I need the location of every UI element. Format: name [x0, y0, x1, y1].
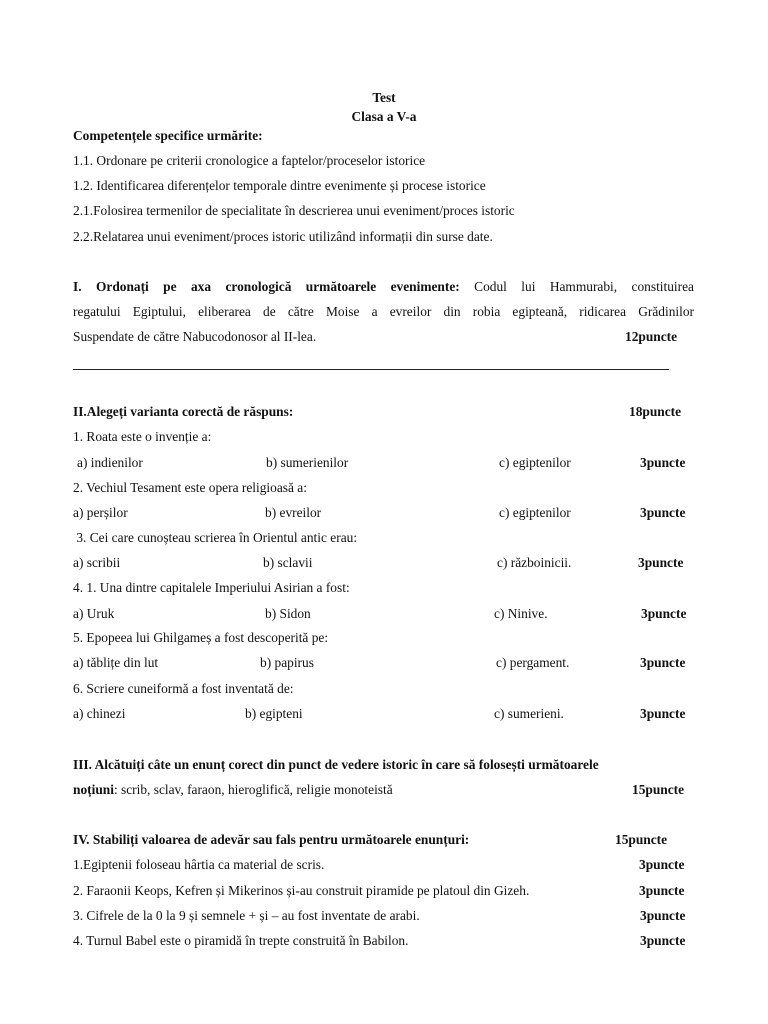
question-points: 3puncte: [640, 455, 686, 470]
section1-line3: Suspendate de către Nabucodonosor al II-lea.: [73, 329, 317, 344]
section3-points: 15puncte: [632, 782, 685, 797]
option-a: a) Uruk: [73, 606, 115, 621]
option-c: c) egiptenilor: [499, 505, 571, 520]
test-title: Test: [372, 90, 396, 105]
section3-terms: : scrib, sclav, faraon, hieroglifică, religie monoteistă: [113, 782, 393, 797]
section1-text: Codul lui Hammurabi, constituirea: [474, 279, 694, 294]
question-points: 3puncte: [638, 555, 684, 570]
option-b: b) papirus: [260, 655, 314, 670]
section2-points: 18puncte: [629, 404, 682, 419]
question-text: 1. Roata este o invenție a:: [73, 429, 212, 444]
section1-line2: regatului Egiptului, eliberarea de către Moise a evreilor din robia egipteană, ridicarea Grădinilor: [73, 304, 694, 319]
option-b: b) sumerienilor: [266, 455, 349, 470]
option-c: c) sumerieni.: [494, 706, 564, 721]
option-b: b) evreilor: [265, 505, 322, 520]
option-a: a) perșilor: [73, 505, 128, 520]
section1-line1: [73, 279, 694, 295]
question-points: 3puncte: [641, 606, 687, 621]
option-c: c) războinicii.: [497, 555, 572, 570]
statement-points: 3puncte: [639, 883, 685, 898]
option-b: b) Sidon: [265, 606, 311, 621]
answer-line: [73, 369, 669, 370]
question-text: 2. Vechiul Tesament este opera religioasă a:: [73, 480, 307, 495]
competency-item: 1.2. Identificarea diferențelor temporale dintre evenimente și procese istorice: [73, 178, 486, 193]
statement-item: 1.Egiptenii foloseau hârtia ca material de scris.: [73, 857, 325, 872]
competency-item: 2.1.Folosirea termenilor de specialitate în descrierea unui eveniment/proces istoric: [73, 203, 515, 218]
statement-item: 3. Cifrele de la 0 la 9 și semnele + și – au fost inventate de arabi.: [73, 908, 420, 923]
option-a: a) chinezi: [73, 706, 126, 721]
option-b: b) sclavii: [263, 555, 313, 570]
question-text: 3. Cei care cunoșteau scrierea în Orientul antic erau:: [73, 530, 358, 545]
question-text: 4. 1. Una dintre capitalele Imperiului Asirian a fost:: [73, 580, 350, 595]
option-c: c) egiptenilor: [499, 455, 571, 470]
question-points: 3puncte: [640, 706, 686, 721]
question-points: 3puncte: [640, 655, 686, 670]
question-text: 6. Scriere cuneiformă a fost inventată de:: [73, 681, 294, 696]
section1-points: 12puncte: [625, 329, 678, 344]
section3-heading: III. Alcătuiți câte un enunț corect din punct de vedere istoric în care să folosești următoarele: [73, 757, 599, 772]
competencies-heading: Competențele specifice urmărite:: [73, 128, 263, 143]
section4-heading: IV. Stabiliți valoarea de adevăr sau fals pentru următoarele enunțuri:: [73, 832, 470, 847]
competency-item: 2.2.Relatarea unui eveniment/proces istoric utilizând informații din surse date.: [73, 229, 493, 244]
statement-points: 3puncte: [640, 908, 686, 923]
question-points: 3puncte: [640, 505, 686, 520]
option-a: a) tăblițe din lut: [73, 655, 159, 670]
class-subtitle: Clasa a V-a: [351, 109, 417, 124]
option-a: a) scribii: [73, 555, 121, 570]
statement-points: 3puncte: [640, 933, 686, 948]
section2-heading: II.Alegeți varianta corectă de răspuns:: [73, 404, 294, 419]
section4-points: 15puncte: [615, 832, 668, 847]
competency-item: 1.1. Ordonare pe criterii cronologice a faptelor/proceselor istorice: [73, 153, 426, 168]
statement-item: 2. Faraonii Keops, Kefren și Mikerinos și-au construit piramide pe platoul din Gizeh.: [73, 883, 530, 898]
option-c: c) pergament.: [496, 655, 570, 670]
statement-item: 4. Turnul Babel este o piramidă în trepte construită în Babilon.: [73, 933, 409, 948]
option-c: c) Ninive.: [494, 606, 548, 621]
option-a: a) indienilor: [77, 455, 143, 470]
question-text: 5. Epopeea lui Ghilgameș a fost descoperită pe:: [73, 630, 329, 645]
section1-heading: I. Ordonați pe axa cronologică următoarele evenimente:: [73, 279, 460, 294]
option-b: b) egipteni: [245, 706, 303, 721]
statement-points: 3puncte: [639, 857, 685, 872]
section3-line2: [73, 782, 393, 798]
section3-notions-label: noțiuni: [73, 782, 114, 797]
